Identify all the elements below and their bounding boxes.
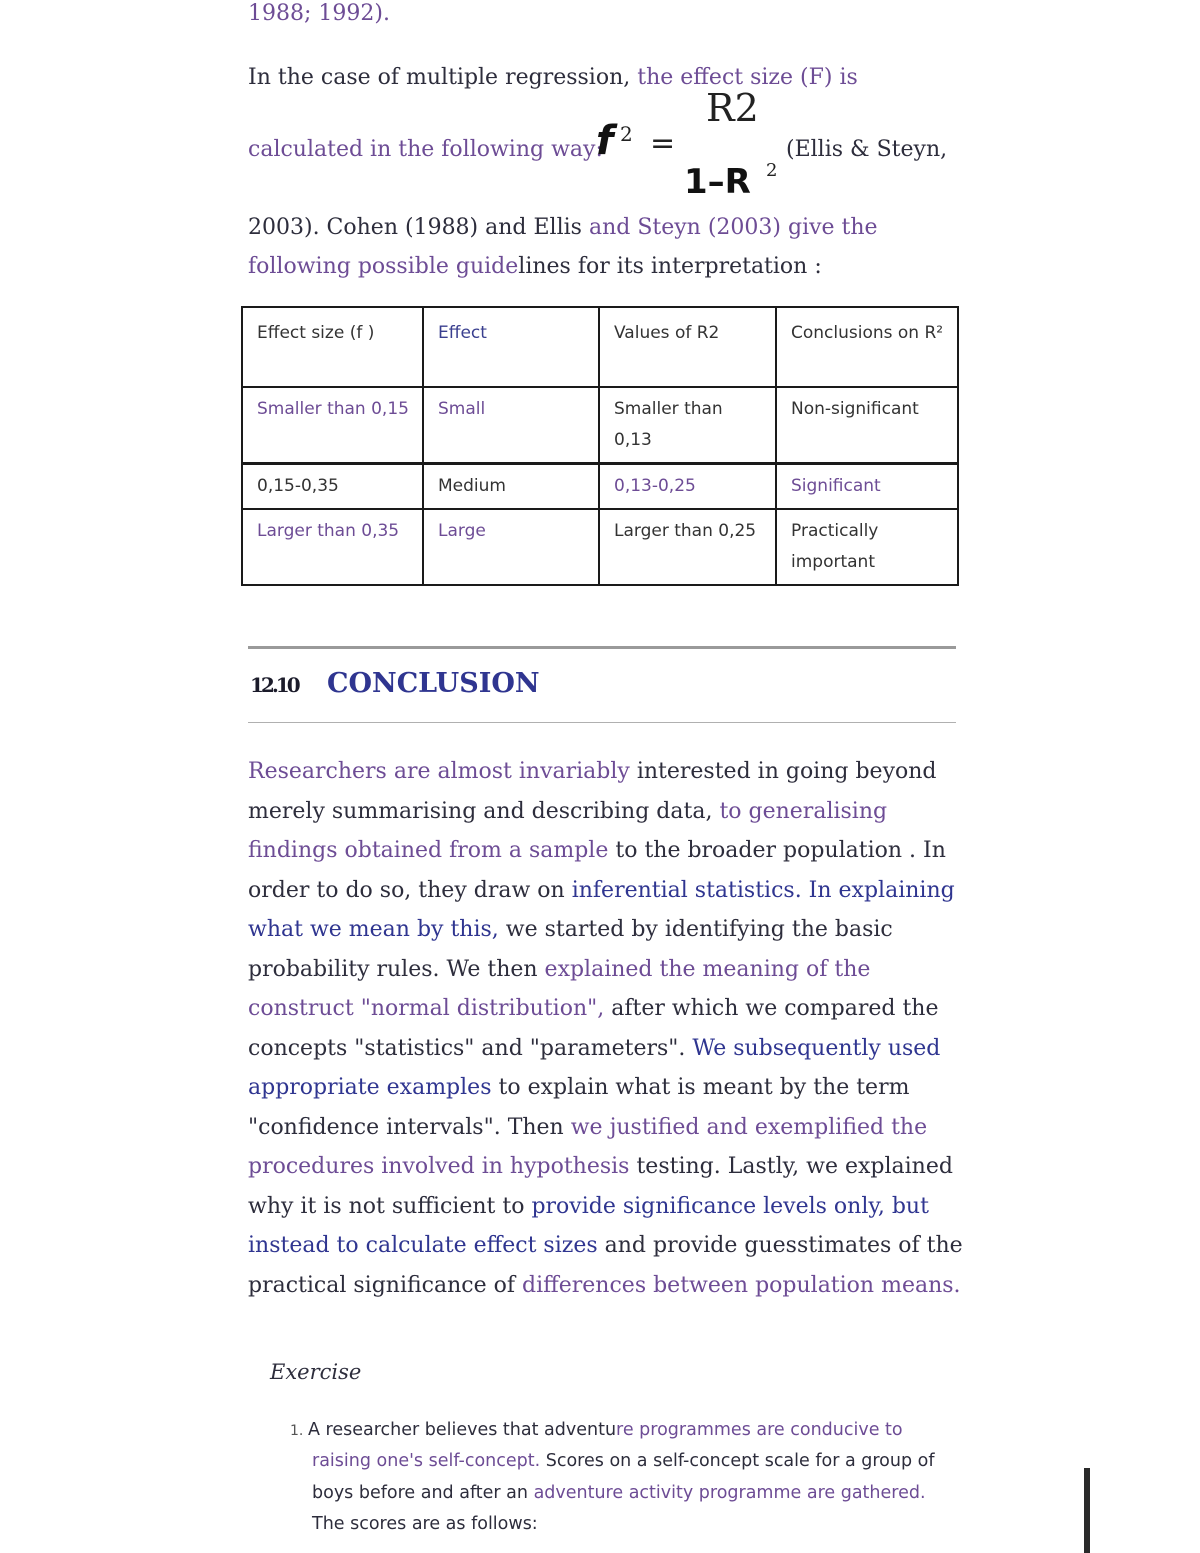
- intro-line-2: calculated in the following way:: [248, 137, 603, 162]
- intro-line-3-a: 2003). Cohen (1988) and Ellis: [248, 215, 589, 240]
- exercise-line-a: raising one's self-concept.: [312, 1451, 546, 1471]
- formula-denominator: 1–R: [684, 162, 751, 202]
- paragraph-line: [248, 871, 963, 911]
- paragraph-line-a: merely summarising and describing data,: [248, 798, 720, 824]
- intro-line-1-b: the effect size (F) is: [637, 65, 858, 90]
- paragraph-line-b: to generalising: [719, 798, 888, 824]
- paragraph-line-b: We subsequently used: [692, 1035, 941, 1061]
- table-cell: Larger than 0,35: [242, 509, 423, 585]
- top-fragment-text: 1988; 1992).: [248, 1, 390, 26]
- conclusion-paragraph: [248, 752, 963, 1305]
- table-cell: Non-significant: [776, 387, 958, 464]
- paragraph-line: [248, 1266, 963, 1306]
- paragraph-line: [248, 1068, 963, 1108]
- paragraph-line-a: probability rules. We then: [248, 956, 545, 982]
- paragraph-line-b: testing. Lastly, we explained: [636, 1154, 953, 1179]
- formula-numerator: R2: [706, 86, 759, 130]
- paragraph-line-a: instead to calculate effect sizes: [248, 1233, 605, 1258]
- section-rule-bottom: [248, 722, 956, 723]
- table-header-cell: Effect size (f ): [242, 307, 423, 387]
- paragraph-line: [248, 1226, 963, 1266]
- paragraph-line-a: Researchers are almost invariably: [248, 759, 637, 784]
- table-cell: Smaller than 0,13: [599, 387, 776, 464]
- paragraph-line-a: why it is not sufficient to: [248, 1193, 532, 1219]
- paragraph-line-a: construct "normal distribution",: [248, 996, 612, 1021]
- paragraph-line-b: differences between population means.: [522, 1272, 961, 1298]
- paragraph-line: [248, 910, 963, 950]
- paragraph-line: [248, 752, 963, 792]
- exercise-line-b: adventure activity programme are gathered.: [533, 1483, 926, 1503]
- table-row: [242, 387, 958, 464]
- intro-line-4: [248, 247, 822, 287]
- exercise-line-a: A researcher believes that adventu: [308, 1420, 617, 1440]
- exercise-line: [308, 1415, 903, 1447]
- paragraph-line-a: procedures involved in hypothesis: [248, 1154, 637, 1179]
- intro-line-1: [248, 58, 858, 98]
- table-cell: 0,13-0,25: [599, 464, 776, 510]
- paragraph-line-b: to the broader population . In: [615, 838, 946, 863]
- table-header-row: [242, 307, 958, 387]
- formula-denominator-exponent: 2: [766, 160, 778, 181]
- exercise-title: Exercise: [270, 1360, 362, 1384]
- exercise-item-number: 1.: [290, 1423, 304, 1439]
- formula-lhs: f: [596, 118, 614, 164]
- exercise-line-b: Scores on a self-concept scale for a group of: [545, 1451, 935, 1471]
- formula-equals: =: [650, 126, 676, 161]
- exercise-line: [312, 1478, 926, 1510]
- paragraph-line-a: order to do so, they draw on: [248, 877, 572, 903]
- table-cell: Medium: [423, 464, 599, 510]
- table-header-cell: Effect: [423, 307, 599, 387]
- table-cell: 0,15-0,35: [242, 464, 423, 510]
- section-rule-top: [248, 646, 956, 649]
- paragraph-line: [248, 1187, 963, 1227]
- paragraph-line: [248, 1147, 963, 1187]
- table-row: [242, 464, 958, 510]
- table-cell: Smaller than 0,15: [242, 387, 423, 464]
- paragraph-line-a: practical significance of: [248, 1272, 522, 1298]
- scrollbar-thumb[interactable]: [1084, 1468, 1090, 1553]
- formula-lhs-exponent: 2: [620, 122, 633, 146]
- effect-size-table: [241, 306, 959, 586]
- paragraph-line-b: inferential statistics. In explaining: [571, 877, 955, 903]
- table-cell: Large: [423, 509, 599, 585]
- exercise-line: [312, 1446, 935, 1478]
- paragraph-line-a: findings obtained from a sample: [248, 838, 616, 863]
- paragraph-line-a: what we mean by this,: [248, 917, 506, 942]
- intro-line-1-a: In the case of multiple regression,: [248, 65, 638, 90]
- exercise-line-a: The scores are as follows:: [312, 1514, 538, 1534]
- section-title: CONCLUSION: [327, 668, 540, 699]
- paragraph-line-b: after which we compared the: [611, 996, 939, 1021]
- table-header-cell: Values of R2: [599, 307, 776, 387]
- paragraph-line: [248, 1029, 963, 1069]
- intro-line-3-b: and Steyn (2003) give the: [588, 215, 878, 240]
- table-cell: Significant: [776, 464, 958, 510]
- intro-line-4-b: lines for its interpretation :: [518, 254, 822, 279]
- paragraph-line: [248, 950, 963, 990]
- formula-citation: (Ellis & Steyn,: [786, 137, 948, 162]
- paragraph-line-b: explained the meaning of the: [544, 956, 871, 982]
- paragraph-line: [248, 831, 963, 871]
- exercise-line: [312, 1509, 538, 1541]
- paragraph-line-a: "confidence intervals". Then: [248, 1114, 571, 1140]
- paragraph-line: [248, 1108, 963, 1148]
- paragraph-line-b: we justified and exemplified the: [570, 1114, 928, 1140]
- paragraph-line-b: to explain what is meant by the term: [498, 1075, 910, 1100]
- table-cell: Practically important: [776, 509, 958, 585]
- paragraph-line-b: interested in going beyond: [636, 759, 937, 784]
- paragraph-line-b: we started by identifying the basic: [505, 917, 893, 942]
- section-number: 12.10: [250, 673, 298, 697]
- paragraph-line-b: provide significance levels only, but: [531, 1193, 929, 1219]
- paragraph-line-a: appropriate examples: [248, 1075, 499, 1100]
- intro-line-3: [248, 208, 878, 248]
- table-row: [242, 509, 958, 585]
- paragraph-line: [248, 792, 963, 832]
- exercise-line-a: boys before and after an: [312, 1483, 534, 1503]
- exercise-line-b: re programmes are conducive to: [616, 1420, 903, 1440]
- table-header-cell: Conclusions on R²: [776, 307, 958, 387]
- paragraph-line-a: concepts "statistics" and "parameters".: [248, 1035, 693, 1061]
- table-cell: Small: [423, 387, 599, 464]
- paragraph-line-b: and provide guesstimates of the: [604, 1233, 963, 1258]
- table-cell: Larger than 0,25: [599, 509, 776, 585]
- intro-line-4-a: following possible guide: [248, 254, 519, 279]
- paragraph-line: [248, 989, 963, 1029]
